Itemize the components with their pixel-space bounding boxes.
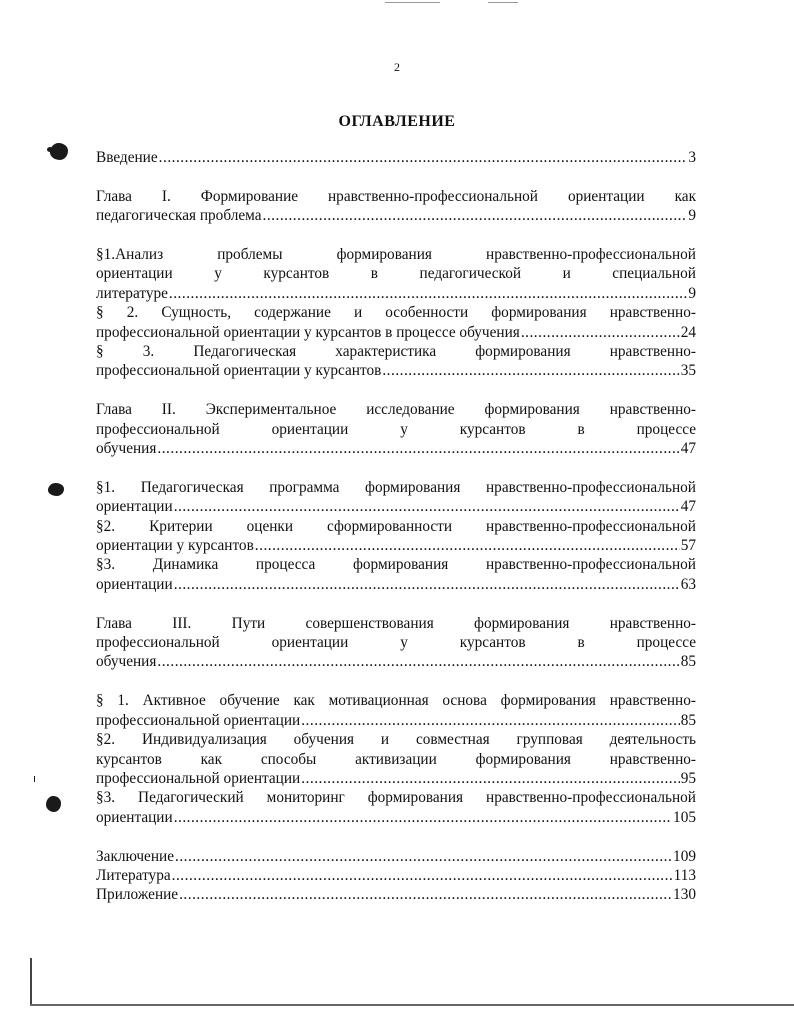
dot-leader xyxy=(174,497,680,516)
toc-entry xyxy=(96,517,696,556)
toc-entry-line: Глава III. Пути совершенствования формирования нравственно- xyxy=(96,614,696,632)
scan-edge xyxy=(30,958,32,1006)
page-title: ОГЛАВЛЕНИЕ xyxy=(338,113,456,130)
dot-leader xyxy=(174,575,680,594)
toc-entry-last-line xyxy=(96,323,696,342)
toc-page-number: 57 xyxy=(680,537,696,555)
toc-entry-title: ориентации xyxy=(96,808,173,826)
toc-entry-last-line xyxy=(96,497,696,516)
toc-entry-line: §1.Анализ проблемы формирования нравственно-профессиональной xyxy=(96,246,696,263)
toc-entry-line: §3. Педагогический мониторинг формирования нравственно-профессиональной xyxy=(96,789,696,807)
dot-leader xyxy=(263,206,688,225)
toc-entry-last-line xyxy=(96,361,696,380)
toc-entry-title: литературе xyxy=(96,284,168,302)
toc-page-number: 85 xyxy=(680,711,696,729)
toc-page-number: 47 xyxy=(680,498,696,516)
toc-page-number: 63 xyxy=(680,575,696,593)
toc-entry-title: педагогическая проблема xyxy=(96,207,262,225)
dot-leader xyxy=(169,284,687,303)
dot-leader xyxy=(174,808,672,827)
toc-entry-last-line xyxy=(96,536,696,555)
toc-entry-last-line xyxy=(96,439,696,458)
toc-entry-title: Введение xyxy=(96,149,158,166)
toc-entry xyxy=(96,866,696,885)
toc-page-number: 85 xyxy=(680,653,696,671)
dot-leader xyxy=(172,866,673,885)
toc-entry-title: профессиональной ориентации у курсантов в процессе обучения xyxy=(96,323,520,341)
toc-entry-title: Заключение xyxy=(96,847,175,865)
toc-entry-title: обучения xyxy=(96,653,157,671)
toc-entry-line: §2. Индивидуализация обучения и совместная групповая деятельность xyxy=(96,731,696,749)
dot-leader xyxy=(179,885,672,904)
table-of-contents xyxy=(96,148,696,905)
toc-entry-title: ориентации у курсантов xyxy=(96,537,254,555)
toc-entry xyxy=(96,555,696,594)
toc-entry-title: профессиональной ориентации xyxy=(96,711,301,729)
toc-entry-last-line xyxy=(96,206,696,225)
toc-entry-line: § 1. Активное обучение как мотивационная основа формирования нравственно- xyxy=(96,692,696,710)
toc-entry xyxy=(96,478,696,517)
toc-entry-last-line xyxy=(96,284,696,303)
toc-entry-line: §3. Динамика процесса формирования нравственно-профессиональной xyxy=(96,556,696,574)
scan-blot xyxy=(48,483,64,496)
toc-entry-line: Глава I. Формирование нравственно-профессиональной ориентации как xyxy=(96,187,696,205)
toc-entry-line: ориентации у курсантов в педагогической и специальной xyxy=(96,265,696,283)
dot-leader xyxy=(382,361,679,380)
toc-entry-title: обучения xyxy=(96,440,157,458)
scan-blot xyxy=(50,143,68,160)
toc-entry-title: ориентации xyxy=(96,575,173,593)
scan-blot xyxy=(34,776,35,782)
dot-leader xyxy=(301,769,679,788)
toc-entry xyxy=(96,788,696,827)
toc-entry-line: § 3. Педагогическая характеристика формирования нравственно- xyxy=(96,343,696,361)
toc-page-number: 3 xyxy=(688,149,696,166)
toc-page-number: 47 xyxy=(680,440,696,458)
toc-entry xyxy=(96,303,696,342)
toc-entry xyxy=(96,342,696,381)
toc-entry-last-line xyxy=(96,711,696,730)
toc-entry-last-line xyxy=(96,769,696,788)
toc-page-number: 35 xyxy=(680,362,696,380)
toc-page-number: 109 xyxy=(673,847,696,865)
toc-entry xyxy=(96,885,696,904)
toc-entry-line: §2. Критерии оценки сформированности нравственно-профессиональной xyxy=(96,517,696,535)
toc-entry-title: Литература xyxy=(96,866,171,884)
dot-leader xyxy=(301,711,679,730)
toc-entry-title: профессиональной ориентации xyxy=(96,769,301,787)
scan-blot xyxy=(46,796,61,812)
toc-entry-last-line xyxy=(96,148,696,167)
toc-entry xyxy=(96,245,696,303)
toc-page-number: 9 xyxy=(688,284,696,302)
dot-leader xyxy=(175,847,672,866)
scan-artifact xyxy=(488,2,518,3)
toc-entry-last-line xyxy=(96,652,696,671)
dot-leader xyxy=(255,536,680,555)
scan-edge xyxy=(30,1004,794,1006)
toc-entry-last-line xyxy=(96,808,696,827)
toc-entry-title: профессиональной ориентации у курсантов xyxy=(96,362,382,380)
toc-entry-last-line xyxy=(96,885,696,904)
scan-blot xyxy=(47,147,53,152)
toc-page-number: 113 xyxy=(673,866,696,884)
dot-leader xyxy=(157,439,679,458)
toc-entry xyxy=(96,847,696,866)
toc-entry-last-line xyxy=(96,866,696,885)
toc-entry-last-line xyxy=(96,575,696,594)
toc-entry xyxy=(96,187,696,226)
toc-page-number: 9 xyxy=(688,207,696,225)
toc-entry-last-line xyxy=(96,847,696,866)
toc-entry-line: Глава II. Экспериментальное исследование формирования нравственно- xyxy=(96,401,696,419)
toc-entry-line: §1. Педагогическая программа формирования нравственно-профессиональной xyxy=(96,478,696,496)
toc-entry-line: § 2. Сущность, содержание и особенности формирования нравственно- xyxy=(96,304,696,322)
toc-entry-line: профессиональной ориентации у курсантов в процессе xyxy=(96,420,696,438)
toc-entry-line: курсантов как способы активизации формирования нравственно- xyxy=(96,750,696,768)
dot-leader xyxy=(157,652,679,671)
scan-artifact xyxy=(385,2,440,3)
toc-page-number: 105 xyxy=(673,808,696,826)
toc-entry xyxy=(96,691,696,730)
dot-leader xyxy=(159,148,688,167)
toc-entry-title: ориентации xyxy=(96,498,173,516)
toc-entry xyxy=(96,730,696,788)
toc-entry xyxy=(96,614,696,672)
toc-page-number: 24 xyxy=(680,323,696,341)
toc-page-number: 95 xyxy=(680,769,696,787)
toc-page-number: 130 xyxy=(673,886,696,904)
page-number: 2 xyxy=(394,60,400,74)
dot-leader xyxy=(521,323,680,342)
toc-entry xyxy=(96,400,696,458)
toc-entry-title: Приложение xyxy=(96,886,179,904)
toc-entry xyxy=(96,148,696,167)
toc-entry-line: профессиональной ориентации у курсантов в процессе xyxy=(96,634,696,652)
